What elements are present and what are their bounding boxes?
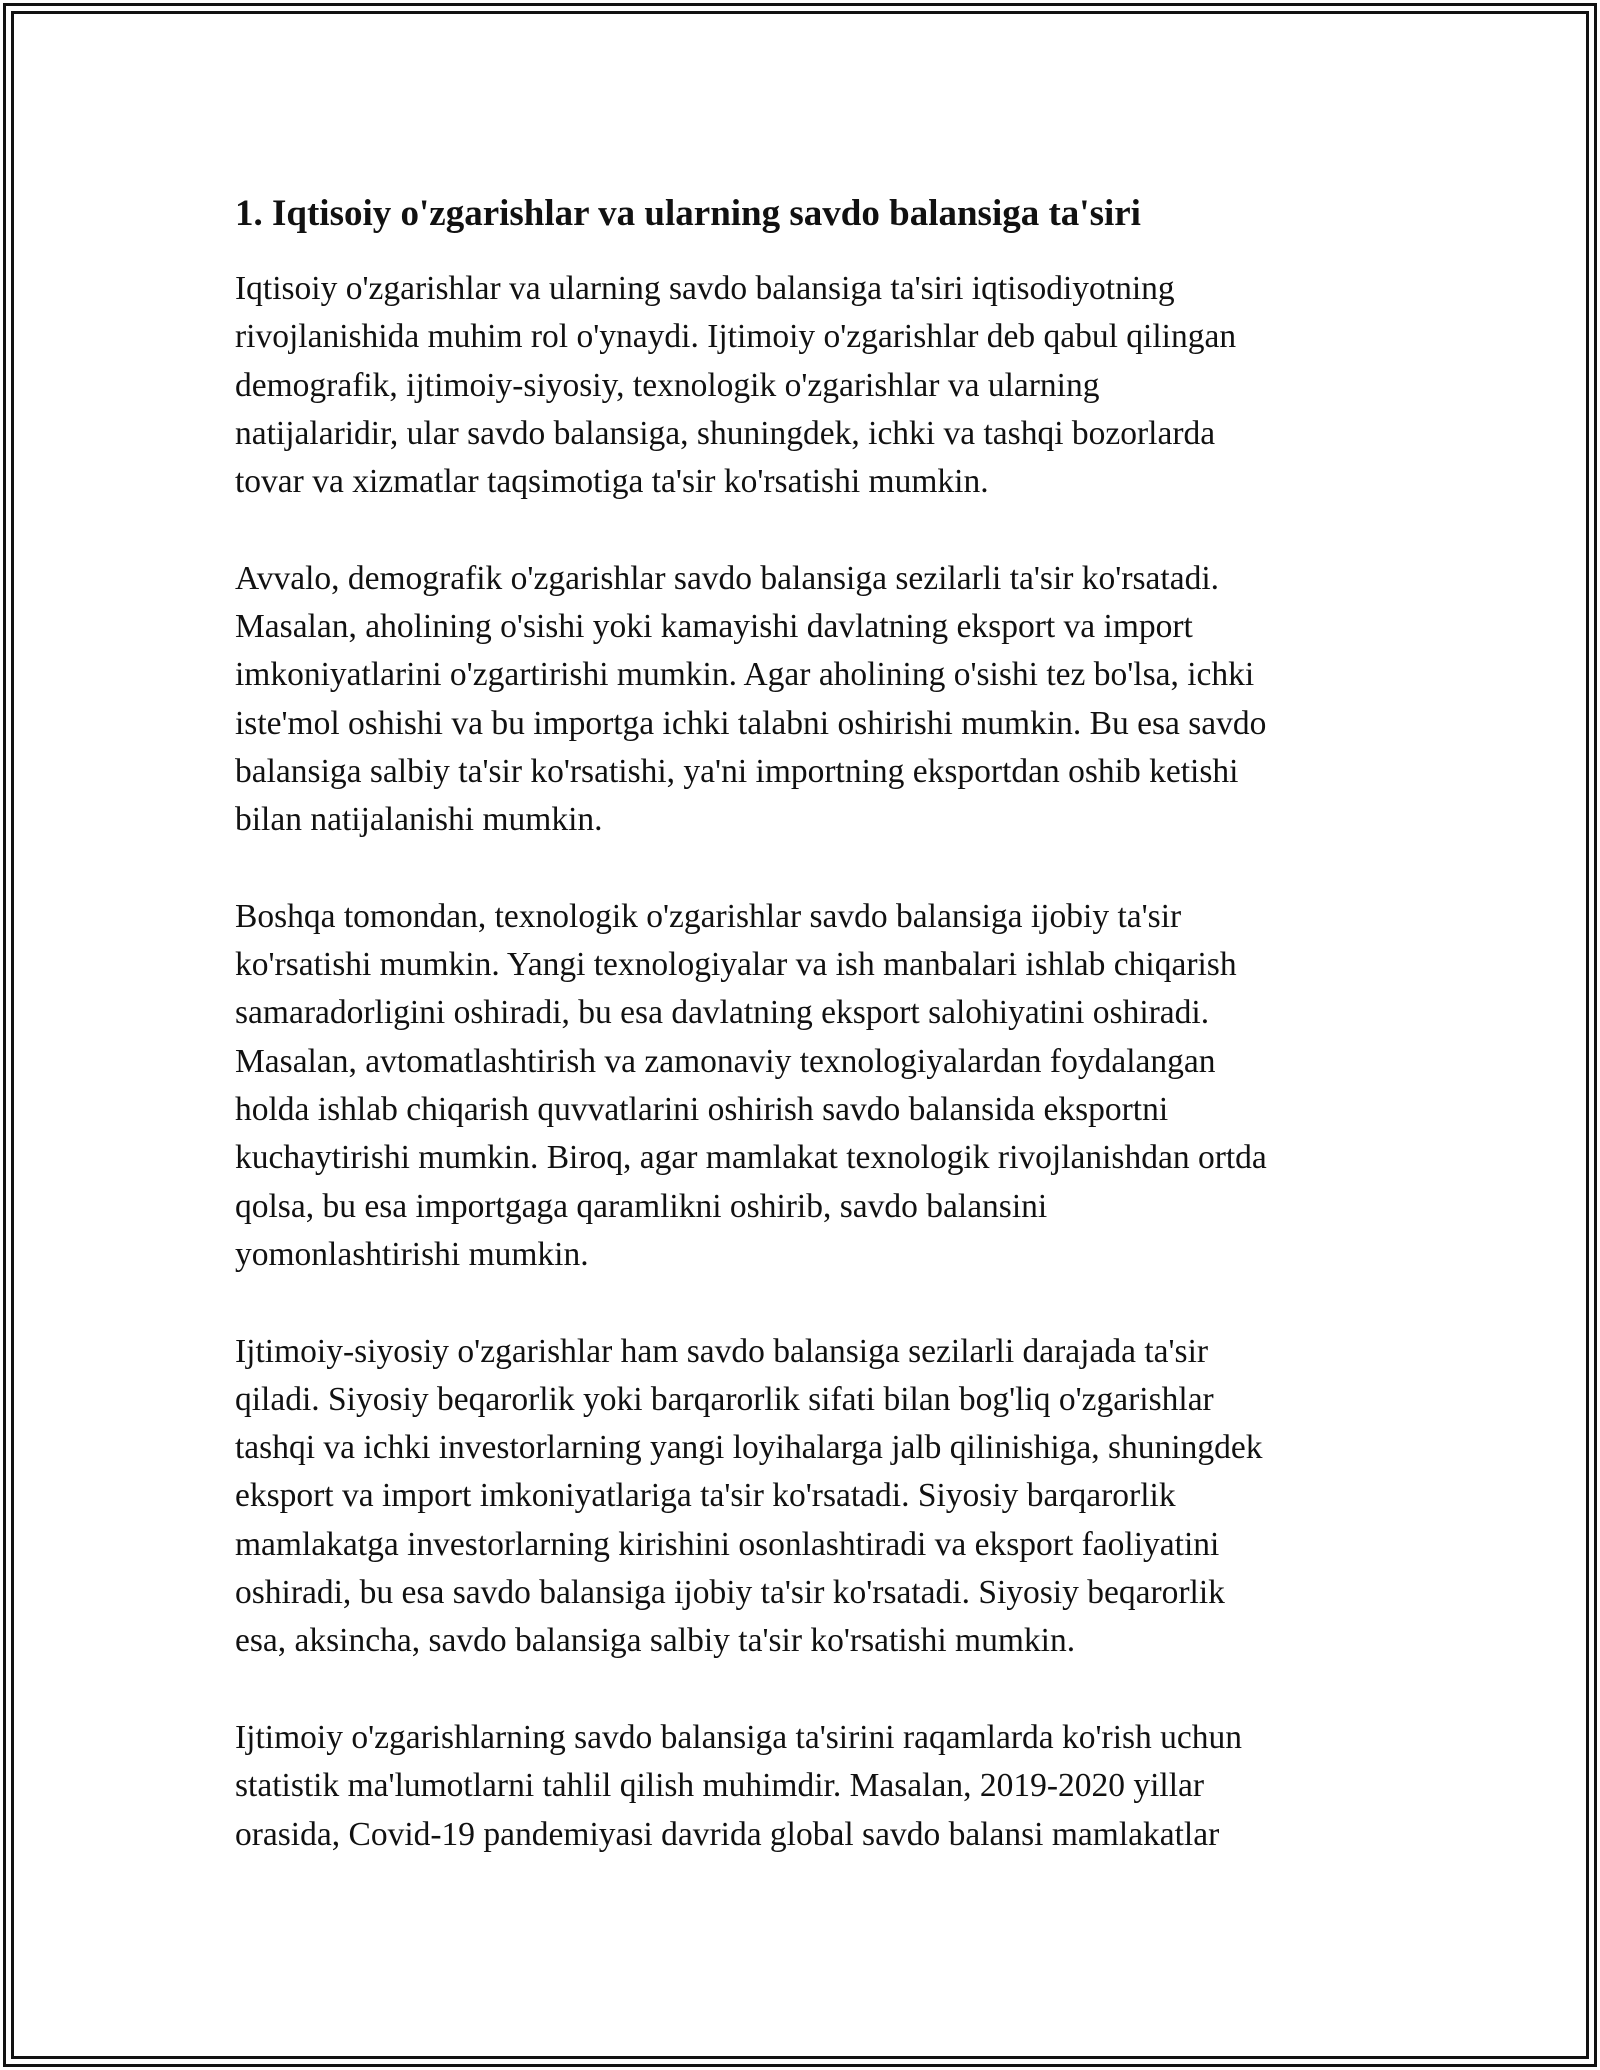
text-line: bilan natijalanishi mumkin. — [235, 801, 603, 839]
text-line: tashqi va ichki investorlarning yangi loyihalarga jalb qilinishiga, shuningdek — [235, 1429, 1263, 1467]
paragraph-statistics — [235, 1714, 1375, 1859]
text-line: samaradorligini oshiradi, bu esa davlatning eksport salohiyatini oshiradi. — [235, 994, 1210, 1032]
text-line: qolsa, bu esa importgaga qaramlikni oshirib, savdo balansini — [235, 1187, 1048, 1225]
text-line: yomonlashtirishi mumkin. — [235, 1235, 589, 1273]
text-line: esa, aksincha, savdo balansiga salbiy ta'sir ko'rsatishi mumkin. — [235, 1622, 1076, 1660]
text-line: Ijtimoiy-siyosiy o'zgarishlar ham savdo balansiga sezilarli darajada ta'sir — [235, 1332, 1209, 1370]
paragraph-sociopolitical — [235, 1328, 1375, 1666]
text-line: ko'rsatishi mumkin. Yangi texnologiyalar va ish manbalari ishlab chiqarish — [235, 946, 1237, 984]
page-title: 1. Iqtisoiy o'zgarishlar va ularning savdo balansiga ta'siri — [235, 193, 1141, 234]
text-line: Ijtimoiy o'zgarishlarning savdo balansiga ta'sirini raqamlarda ko'rish uchun — [235, 1718, 1243, 1756]
text-line: Boshqa tomondan, texnologik o'zgarishlar savdo balansiga ijobiy ta'sir — [235, 897, 1182, 935]
text-line: Masalan, aholining o'sishi yoki kamayishi davlatning eksport va import — [235, 608, 1193, 646]
text-line: eksport va import imkoniyatlariga ta'sir ko'rsatadi. Siyosiy barqarorlik — [235, 1477, 1176, 1515]
text-line: Avvalo, demografik o'zgarishlar savdo balansiga sezilarli ta'sir ko'rsatadi. — [235, 559, 1220, 597]
text-line: statistik ma'lumotlarni tahlil qilish muhimdir. Masalan, 2019-2020 yillar — [235, 1767, 1205, 1805]
text-line: imkoniyatlarini o'zgartirishi mumkin. Agar aholining o'sishi tez bo'lsa, ichki — [235, 656, 1255, 694]
text-line: iste'mol oshishi va bu importga ichki talabni oshirishi mumkin. Bu esa savdo — [235, 704, 1267, 742]
document-body — [235, 188, 1375, 1907]
text-line: kuchaytirishi mumkin. Biroq, agar mamlakat texnologik rivojlanishdan ortda — [235, 1139, 1267, 1177]
text-line: rivojlanishida muhim rol o'ynaydi. Ijtimoiy o'zgarishlar deb qabul qilingan — [235, 318, 1237, 356]
text-line: Masalan, avtomatlashtirish va zamonaviy texnologiyalardan foydalangan — [235, 1042, 1216, 1080]
text-line: tovar va xizmatlar taqsimotiga ta'sir ko'rsatishi mumkin. — [235, 463, 989, 501]
text-line: natijalaridir, ular savdo balansiga, shuningdek, ichki va tashqi bozorlarda — [235, 414, 1216, 452]
text-line: Iqtisoiy o'zgarishlar va ularning savdo balansiga ta'siri iqtisodiyotning — [235, 270, 1175, 307]
paragraph-intro — [235, 265, 1375, 506]
paragraph-demographic — [235, 555, 1375, 845]
text-line: balansiga salbiy ta'sir ko'rsatishi, ya'ni importning eksportdan oshib ketishi — [235, 752, 1239, 790]
text-line: mamlakatga investorlarning kirishini osonlashtiradi va eksport faoliyatini — [235, 1525, 1220, 1563]
text-line: qiladi. Siyosiy beqarorlik yoki barqarorlik sifati bilan bog'liq o'zgarishlar — [235, 1380, 1214, 1418]
text-line: oshiradi, bu esa savdo balansiga ijobiy ta'sir ko'rsatadi. Siyosiy beqarorlik — [235, 1574, 1225, 1612]
text-line: holda ishlab chiqarish quvvatlarini oshirish savdo balansida eksportni — [235, 1091, 1169, 1129]
text-line: demografik, ijtimoiy-siyosiy, texnologik o'zgarishlar va ularning — [235, 366, 1100, 404]
paragraph-technological — [235, 893, 1375, 1279]
text-line: orasida, Covid-19 pandemiyasi davrida global savdo balansi mamlakatlar — [235, 1815, 1220, 1853]
